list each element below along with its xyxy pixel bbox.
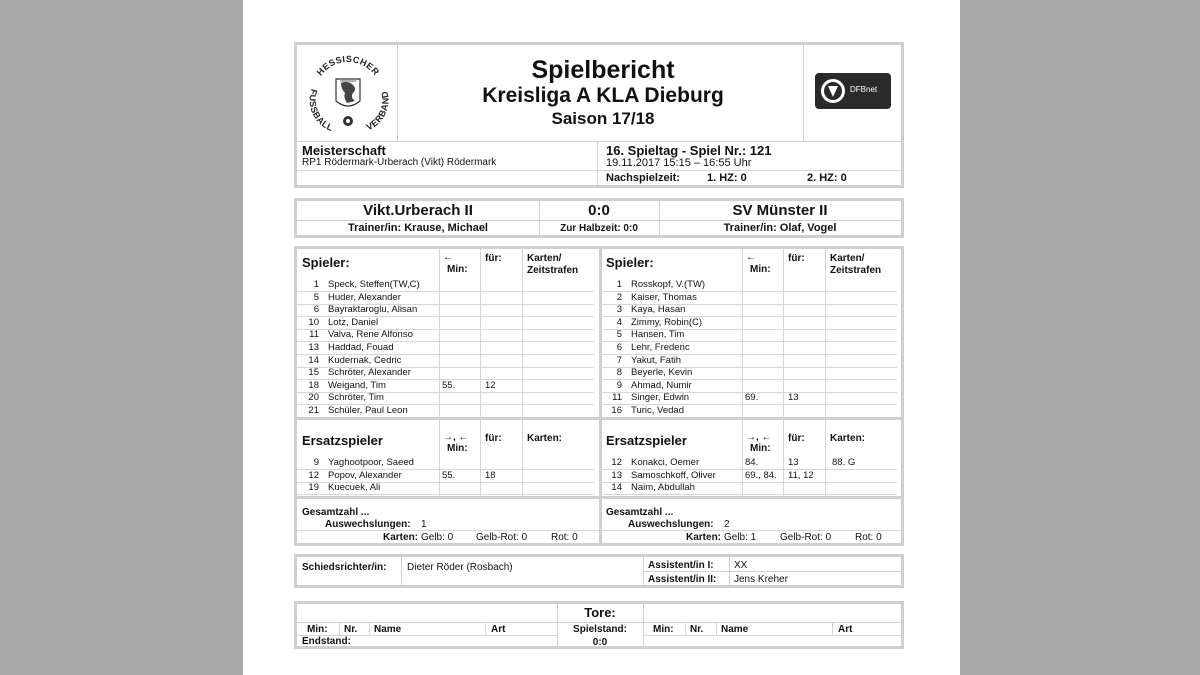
match-result: 0:0 xyxy=(588,202,610,219)
away-subs-arrows: →, ← xyxy=(746,432,772,443)
home-sub-name: Kuecuek, Ali xyxy=(328,482,381,494)
home-player-for: 12 xyxy=(485,379,496,391)
report-sheet xyxy=(243,0,960,675)
home-cards-header-2: Zeitstrafen xyxy=(527,265,579,276)
home-sub-for: 18 xyxy=(485,469,496,481)
away-player-name: Turic, Vedad xyxy=(631,405,684,416)
home-player-name: Weigand, Tim xyxy=(328,379,386,391)
away-player-number: 4 xyxy=(616,316,622,328)
header-box xyxy=(294,42,904,188)
away-player-number: 1 xyxy=(616,279,622,290)
svg-text:VERBAND xyxy=(365,90,391,132)
home-player-number: 1 xyxy=(313,279,319,290)
away-totals-label: Gesamtzahl ... xyxy=(606,507,674,518)
away-player-for: 13 xyxy=(788,392,799,404)
away-min-header: Min: xyxy=(750,264,771,275)
svg-text:HESSISCHER xyxy=(315,54,382,77)
away-cards-header-1: Karten/ xyxy=(830,253,865,264)
away-player-name: Kaya, Hasan xyxy=(631,304,686,316)
home-goal-min-header: Min: xyxy=(307,624,328,635)
home-players-header: Spieler: xyxy=(302,255,350,270)
away-team: SV Münster II xyxy=(732,202,828,219)
home-player-number: 5 xyxy=(313,291,319,303)
away-player-name: Kaiser, Thomas xyxy=(631,291,697,303)
away-player-name: Beyerle, Kevin xyxy=(631,367,693,379)
home-player-row xyxy=(299,392,599,405)
home-player-number: 13 xyxy=(308,342,319,353)
home-player-row xyxy=(299,342,599,355)
away-player-row xyxy=(602,279,902,292)
home-coach: Trainer/in: Krause, Michael xyxy=(348,222,488,234)
home-player-name: Kudernak, Cedric xyxy=(328,354,402,366)
away-player-name: Singer, Edwin xyxy=(631,392,690,404)
assistant1-name: XX xyxy=(734,560,748,571)
away-player-name: Zimmy, Robin(C) xyxy=(631,316,703,328)
away-player-row xyxy=(602,292,902,305)
away-min-arrow: ← xyxy=(746,252,756,263)
home-sub-number: 9 xyxy=(313,457,319,468)
home-sub-number: 19 xyxy=(308,482,319,494)
home-player-row xyxy=(299,329,599,342)
away-sub-for: 13 xyxy=(788,457,799,468)
away-goal-nr-header: Nr. xyxy=(690,624,704,635)
away-subs-cards: Karten: xyxy=(830,433,866,444)
extra-time-label: Nachspielzeit: xyxy=(606,172,680,184)
logo-text-top: HESSISCHER xyxy=(314,53,382,78)
home-player-number: 20 xyxy=(308,392,319,404)
home-player-number: 21 xyxy=(308,405,319,416)
home-cards-header-1: Karten/ xyxy=(527,253,562,264)
home-goal-nr-header: Nr. xyxy=(344,624,358,635)
home-player-row xyxy=(299,317,599,330)
home-player-row xyxy=(299,405,599,418)
home-subs-count: 1 xyxy=(421,519,427,530)
away-player-name: Hansen, Tim xyxy=(631,329,685,341)
home-sub-row xyxy=(299,470,599,483)
away-sub-name: Samoschkoff, Oliver xyxy=(631,469,716,481)
home-player-number: 15 xyxy=(308,367,319,379)
extra-time-hz1: 1. HZ: 0 xyxy=(707,172,747,184)
assistant2-name: Jens Kreher xyxy=(734,574,788,585)
away-player-number: 11 xyxy=(612,392,622,404)
home-player-row xyxy=(299,279,599,292)
home-team: Vikt.Urberach II xyxy=(363,202,473,219)
away-sub-minute: 69., 84. xyxy=(745,469,777,481)
home-player-number: 10 xyxy=(308,316,319,328)
home-sub-row xyxy=(299,482,599,495)
dfbnet-text: DFBnet xyxy=(850,85,878,94)
home-player-number: 18 xyxy=(308,379,319,391)
home-sub-minute: 55. xyxy=(442,469,456,481)
away-player-row xyxy=(602,355,902,368)
matchday: 16. Spieltag - Spiel Nr.: 121 xyxy=(606,143,772,158)
home-sub-number: 12 xyxy=(308,469,319,481)
home-subs-min: Min: xyxy=(447,443,468,454)
home-player-row xyxy=(299,380,599,393)
home-player-row xyxy=(299,367,599,380)
away-sub-name: Naim, Abdullah xyxy=(631,482,695,494)
goals-title: Tore: xyxy=(584,605,616,620)
officials-box xyxy=(294,554,904,588)
away-player-row xyxy=(602,329,902,342)
home-sub-name: Popov, Alexander xyxy=(328,469,402,481)
home-player-name: Valva, Rene Alfonso xyxy=(328,329,413,341)
away-player-row xyxy=(602,405,902,418)
away-player-row xyxy=(602,367,902,380)
away-red: Rot: 0 xyxy=(855,532,882,543)
away-sub-number: 12 xyxy=(611,457,622,468)
away-sub-cards: 88. G xyxy=(832,457,856,468)
score-progress-label: Spielstand: xyxy=(573,624,627,635)
away-subs-for: für: xyxy=(788,433,805,444)
home-yellow: Gelb: 0 xyxy=(421,532,454,543)
away-player-row xyxy=(602,317,902,330)
away-player-minute: 69. xyxy=(745,392,759,404)
home-player-name: Lotz, Daniel xyxy=(328,316,379,328)
home-goal-type-header: Art xyxy=(491,624,506,635)
final-score-label: Endstand: xyxy=(302,636,351,647)
home-sub-row xyxy=(299,457,599,470)
venue: RP1 Rödermark-Urberach (Vikt) Rödermark xyxy=(302,157,497,168)
assistant2-label: Assistent/in II: xyxy=(648,574,717,585)
away-cards-label: Karten: xyxy=(686,532,722,543)
away-sub-name: Konakci, Oemer xyxy=(631,457,700,468)
away-player-row xyxy=(602,392,902,405)
dfbnet-logo xyxy=(815,73,891,109)
home-player-number: 6 xyxy=(313,304,319,316)
home-player-name: Bayraktaroglu, Alisan xyxy=(328,304,418,316)
away-goal-name-header: Name xyxy=(721,624,749,635)
away-yellowred: Gelb-Rot: 0 xyxy=(780,532,832,543)
away-players-header: Spieler: xyxy=(606,255,654,270)
away-for-header: für: xyxy=(788,253,805,264)
away-subs-count: 2 xyxy=(724,519,730,530)
home-subs-cards: Karten: xyxy=(527,433,563,444)
away-player-row xyxy=(602,380,902,393)
away-sub-row xyxy=(602,457,902,470)
away-player-row xyxy=(602,304,902,317)
home-cards-label: Karten: xyxy=(383,532,419,543)
away-player-name: Lehr, Frederic xyxy=(631,342,690,353)
lineup-box xyxy=(294,246,904,546)
match-datetime: 19.11.2017 15:15 – 16:55 Uhr xyxy=(606,157,752,169)
away-goal-type-header: Art xyxy=(838,624,853,635)
away-sub-row xyxy=(602,470,902,483)
home-player-row xyxy=(299,292,599,305)
home-player-minute: 55. xyxy=(442,379,456,391)
away-player-name: Rosskopf, V.(TW) xyxy=(631,279,706,290)
home-subs-count-label: Auswechslungen: xyxy=(325,519,411,530)
away-subs-header: Ersatzspieler xyxy=(606,433,687,448)
home-player-name: Speck, Steffen(TW,C) xyxy=(328,279,420,290)
away-subs-count-label: Auswechslungen: xyxy=(628,519,714,530)
home-for-header: für: xyxy=(485,253,502,264)
away-player-number: 16 xyxy=(611,405,622,416)
away-sub-number: 13 xyxy=(611,469,622,481)
home-subs-for: für: xyxy=(485,433,502,444)
home-player-number: 14 xyxy=(308,354,319,366)
score-box xyxy=(294,198,904,238)
home-subs-header: Ersatzspieler xyxy=(302,433,383,448)
assistant1-label: Assistent/in I: xyxy=(648,560,714,571)
extra-time-hz2: 2. HZ: 0 xyxy=(807,172,847,184)
away-player-number: 8 xyxy=(616,367,622,379)
away-player-number: 9 xyxy=(616,379,622,391)
away-player-name: Ahmad, Numir xyxy=(631,379,692,391)
away-player-number: 7 xyxy=(616,354,622,366)
away-player-number: 5 xyxy=(616,329,622,341)
halftime-score: Zur Halbzeit: 0:0 xyxy=(560,223,638,234)
home-player-name: Haddad, Fouad xyxy=(328,342,394,353)
home-red: Rot: 0 xyxy=(551,532,578,543)
logo-text-right: VERBAND xyxy=(364,90,391,133)
away-cards-header-2: Zeitstrafen xyxy=(830,265,882,276)
home-goal-name-header: Name xyxy=(374,624,402,635)
home-player-row xyxy=(299,355,599,368)
final-score: 0:0 xyxy=(592,637,608,648)
goals-box xyxy=(294,601,904,649)
home-player-number: 11 xyxy=(309,329,319,341)
referee-label: Schiedsrichter/in: xyxy=(302,562,387,573)
report-title: Spielbericht xyxy=(531,56,675,84)
league-title: Kreisliga A KLA Dieburg xyxy=(482,84,724,107)
away-goal-min-header: Min: xyxy=(653,624,674,635)
home-player-name: Schröter, Tim xyxy=(328,392,384,404)
home-player-name: Schüler, Paul Leon xyxy=(328,405,408,416)
away-sub-for: 11, 12 xyxy=(788,469,814,481)
away-sub-number: 14 xyxy=(611,482,622,494)
away-player-number: 2 xyxy=(616,291,622,303)
away-player-number: 3 xyxy=(616,304,622,316)
home-player-name: Schröter, Alexander xyxy=(328,367,411,379)
away-coach: Trainer/in: Olaf, Vogel xyxy=(723,222,837,234)
competition: Meisterschaft xyxy=(302,143,386,158)
away-subs-min: Min: xyxy=(750,443,771,454)
away-player-number: 6 xyxy=(616,342,622,353)
season-title: Saison 17/18 xyxy=(551,109,655,128)
svg-text:FUSSBALL xyxy=(307,88,334,133)
hfv-logo xyxy=(303,49,393,135)
home-totals-label: Gesamtzahl ... xyxy=(302,507,370,518)
home-sub-name: Yaghootpoor, Saeed xyxy=(328,457,414,468)
referee-name: Dieter Röder (Rosbach) xyxy=(407,562,513,573)
away-player-row xyxy=(602,342,902,355)
away-yellow: Gelb: 1 xyxy=(724,532,757,543)
home-min-arrow: ← xyxy=(443,252,453,263)
home-player-row xyxy=(299,304,599,317)
away-sub-row xyxy=(602,482,902,495)
home-min-header: Min: xyxy=(447,264,468,275)
home-player-name: Huder, Alexander xyxy=(328,291,401,303)
lion-icon xyxy=(336,79,360,106)
away-sub-minute: 84. xyxy=(745,457,759,468)
home-yellowred: Gelb-Rot: 0 xyxy=(476,532,528,543)
home-subs-arrows: →, ← xyxy=(443,432,469,443)
logo-text-left: FUSSBALL xyxy=(307,87,335,134)
away-player-name: Yakut, Fatih xyxy=(631,354,681,366)
